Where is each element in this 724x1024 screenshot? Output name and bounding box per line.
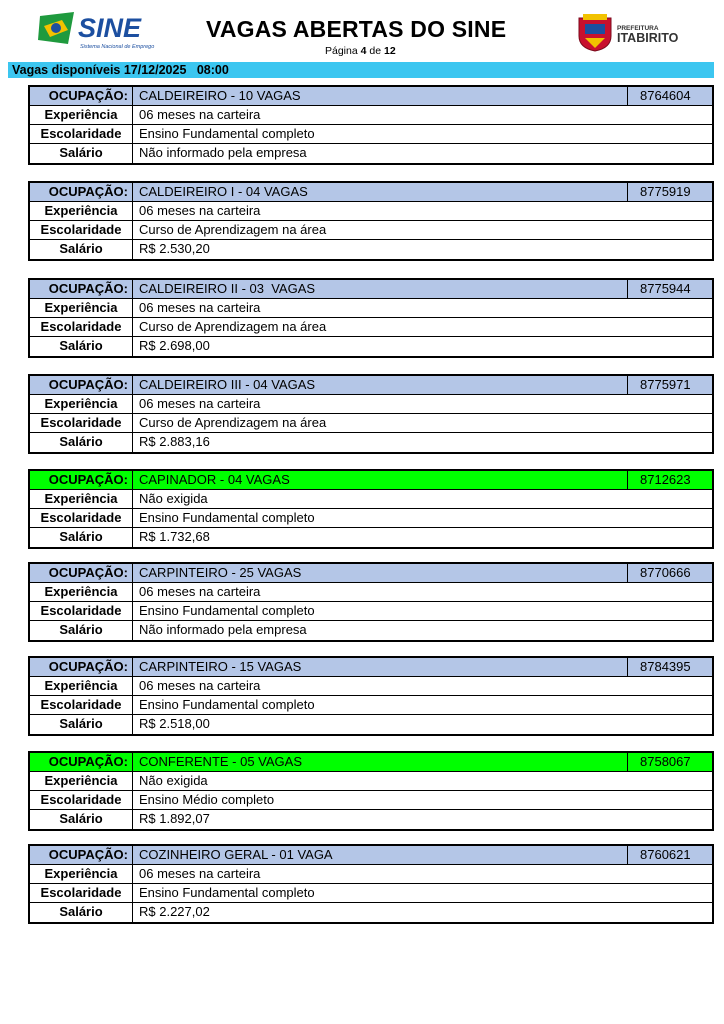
- experience-value: 06 meses na carteira: [139, 678, 261, 693]
- education-label: Escolaridade: [30, 884, 133, 902]
- sine-logo-subtext: Sistema Nacional de Emprego: [80, 44, 155, 50]
- job-education-row: [30, 318, 712, 337]
- experience-label: Experiência: [30, 490, 133, 508]
- job-code: 8784395: [627, 658, 712, 676]
- salary-value: Não informado pela empresa: [139, 622, 307, 637]
- job-listing: [28, 374, 714, 454]
- job-occupation-row: [30, 658, 712, 677]
- job-education-row: [30, 791, 712, 810]
- job-code: 8775944: [627, 280, 712, 298]
- experience-label: Experiência: [30, 395, 133, 413]
- experience-value: 06 meses na carteira: [139, 203, 261, 218]
- education-value: Curso de Aprendizagem na área: [139, 415, 327, 430]
- experience-value: 06 meses na carteira: [139, 107, 261, 122]
- education-label: Escolaridade: [30, 414, 133, 432]
- salary-value: R$ 2.227,02: [139, 904, 210, 919]
- job-code: 8775971: [627, 376, 712, 394]
- job-listing: [28, 844, 714, 924]
- occupation-label: OCUPAÇÃO:: [30, 87, 133, 105]
- sine-logo: [38, 10, 160, 52]
- job-listing: [28, 562, 714, 642]
- education-value: Ensino Médio completo: [139, 792, 275, 807]
- job-occupation-row: [30, 846, 712, 865]
- education-label: Escolaridade: [30, 696, 133, 714]
- job-salary-row: [30, 810, 712, 829]
- experience-label: Experiência: [30, 106, 133, 124]
- experience-value: Não exigida: [139, 773, 208, 788]
- education-value: Ensino Fundamental completo: [139, 510, 315, 525]
- salary-label: Salário: [30, 621, 133, 640]
- job-salary-row: [30, 903, 712, 922]
- job-occupation-row: [30, 183, 712, 202]
- salary-value: R$ 2.518,00: [139, 716, 210, 731]
- job-occupation-row: [30, 376, 712, 395]
- job-education-row: [30, 125, 712, 144]
- job-experience-row: [30, 677, 712, 696]
- salary-value: Não informado pela empresa: [139, 145, 307, 160]
- occupation-value: CARPINTEIRO - 25 VAGAS: [139, 565, 302, 580]
- education-value: Ensino Fundamental completo: [139, 126, 315, 141]
- job-education-row: [30, 884, 712, 903]
- job-occupation-row: [30, 753, 712, 772]
- salary-label: Salário: [30, 903, 133, 922]
- education-label: Escolaridade: [30, 318, 133, 336]
- occupation-label: OCUPAÇÃO:: [30, 753, 133, 771]
- experience-label: Experiência: [30, 772, 133, 790]
- experience-label: Experiência: [30, 299, 133, 317]
- experience-value: 06 meses na carteira: [139, 300, 261, 315]
- job-code: 8758067: [627, 753, 712, 771]
- occupation-value: CALDEIREIRO II - 03 VAGAS: [139, 281, 316, 296]
- job-education-row: [30, 696, 712, 715]
- page-header: [0, 0, 724, 62]
- experience-value: Não exigida: [139, 491, 208, 506]
- education-label: Escolaridade: [30, 602, 133, 620]
- job-listing: [28, 278, 714, 358]
- job-education-row: [30, 414, 712, 433]
- job-experience-row: [30, 583, 712, 602]
- page-indicator: [325, 45, 396, 57]
- education-value: Curso de Aprendizagem na área: [139, 319, 327, 334]
- date-bar: Vagas disponíveis 17/12/2025 08:00: [8, 62, 714, 78]
- job-education-row: [30, 509, 712, 528]
- job-experience-row: [30, 299, 712, 318]
- occupation-value: CALDEIREIRO III - 04 VAGAS: [139, 377, 316, 392]
- salary-value: R$ 2.530,20: [139, 241, 210, 256]
- job-education-row: [30, 602, 712, 621]
- salary-label: Salário: [30, 528, 133, 547]
- pref-label-bottom: ITABIRITO: [617, 31, 679, 45]
- job-code: 8764604: [627, 87, 712, 105]
- education-value: Ensino Fundamental completo: [139, 697, 315, 712]
- salary-label: Salário: [30, 144, 133, 163]
- experience-value: 06 meses na carteira: [139, 584, 261, 599]
- education-label: Escolaridade: [30, 221, 133, 239]
- experience-label: Experiência: [30, 583, 133, 601]
- job-experience-row: [30, 490, 712, 509]
- salary-label: Salário: [30, 337, 133, 356]
- job-occupation-row: [30, 280, 712, 299]
- occupation-value: CALDEIREIRO I - 04 VAGAS: [139, 184, 308, 199]
- salary-label: Salário: [30, 715, 133, 734]
- job-listing: [28, 656, 714, 736]
- prefeitura-logo: [577, 12, 687, 52]
- occupation-label: OCUPAÇÃO:: [30, 183, 133, 201]
- occupation-value: CONFERENTE - 05 VAGAS: [139, 754, 303, 769]
- experience-label: Experiência: [30, 202, 133, 220]
- job-listing: [28, 85, 714, 165]
- occupation-value: CARPINTEIRO - 15 VAGAS: [139, 659, 302, 674]
- job-experience-row: [30, 865, 712, 884]
- experience-label: Experiência: [30, 865, 133, 883]
- job-code: 8712623: [627, 471, 712, 489]
- job-experience-row: [30, 202, 712, 221]
- occupation-label: OCUPAÇÃO:: [30, 471, 133, 489]
- occupation-label: OCUPAÇÃO:: [30, 564, 133, 582]
- occupation-label: OCUPAÇÃO:: [30, 280, 133, 298]
- job-listing: [28, 469, 714, 549]
- salary-value: R$ 2.883,16: [139, 434, 210, 449]
- occupation-label: OCUPAÇÃO:: [30, 846, 133, 864]
- salary-label: Salário: [30, 810, 133, 829]
- job-education-row: [30, 221, 712, 240]
- salary-value: R$ 1.732,68: [139, 529, 210, 544]
- experience-value: 06 meses na carteira: [139, 396, 261, 411]
- experience-value: 06 meses na carteira: [139, 866, 261, 881]
- job-code: 8770666: [627, 564, 712, 582]
- salary-value: R$ 2.698,00: [139, 338, 210, 353]
- page-total: 12: [384, 45, 396, 57]
- job-salary-row: [30, 621, 712, 640]
- education-label: Escolaridade: [30, 125, 133, 143]
- occupation-value: CALDEIREIRO - 10 VAGAS: [139, 88, 301, 103]
- experience-label: Experiência: [30, 677, 133, 695]
- occupation-label: OCUPAÇÃO:: [30, 376, 133, 394]
- job-salary-row: [30, 528, 712, 547]
- sine-logo-text: SINE: [78, 13, 142, 43]
- job-listing: [28, 751, 714, 831]
- job-listing: [28, 181, 714, 261]
- salary-value: R$ 1.892,07: [139, 811, 210, 826]
- job-occupation-row: [30, 564, 712, 583]
- job-salary-row: [30, 337, 712, 356]
- salary-label: Salário: [30, 433, 133, 452]
- education-value: Ensino Fundamental completo: [139, 885, 315, 900]
- job-code: 8760621: [627, 846, 712, 864]
- education-value: Ensino Fundamental completo: [139, 603, 315, 618]
- occupation-value: CAPINADOR - 04 VAGAS: [139, 472, 290, 487]
- job-occupation-row: [30, 471, 712, 490]
- education-value: Curso de Aprendizagem na área: [139, 222, 327, 237]
- job-code: 8775919: [627, 183, 712, 201]
- page-sep: de: [369, 45, 382, 57]
- page-current: 4: [360, 45, 367, 57]
- job-experience-row: [30, 106, 712, 125]
- job-salary-row: [30, 240, 712, 259]
- education-label: Escolaridade: [30, 509, 133, 527]
- occupation-value: COZINHEIRO GERAL - 01 VAGA: [139, 847, 333, 862]
- education-label: Escolaridade: [30, 791, 133, 809]
- job-occupation-row: [30, 87, 712, 106]
- page-title: VAGAS ABERTAS DO SINE: [206, 16, 507, 42]
- job-salary-row: [30, 433, 712, 452]
- job-salary-row: [30, 144, 712, 163]
- page-prefix: Página: [325, 45, 358, 57]
- job-experience-row: [30, 772, 712, 791]
- job-experience-row: [30, 395, 712, 414]
- salary-label: Salário: [30, 240, 133, 259]
- job-salary-row: [30, 715, 712, 734]
- pref-label-top: PREFEITURA: [617, 25, 659, 32]
- occupation-label: OCUPAÇÃO:: [30, 658, 133, 676]
